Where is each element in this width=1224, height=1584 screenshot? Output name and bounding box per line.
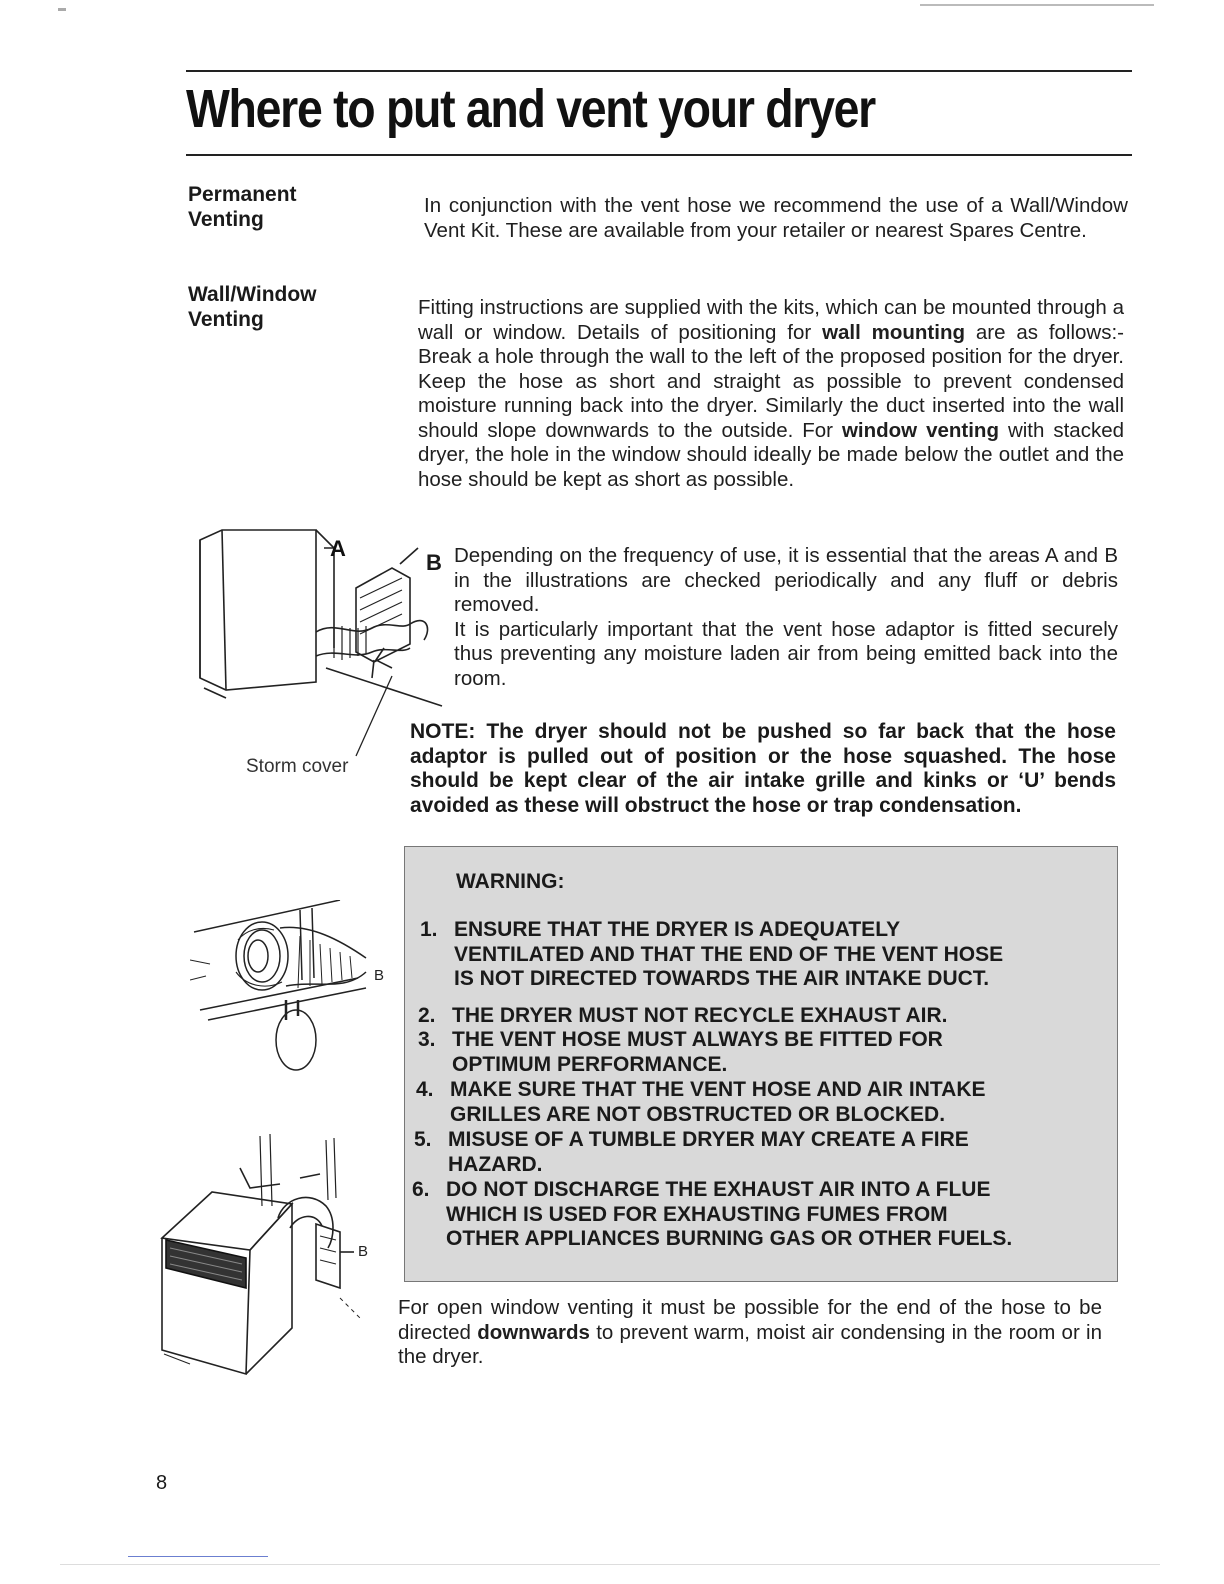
- dryer-hose-illustration: [196, 528, 446, 760]
- storm-cover-caption: Storm cover: [246, 756, 349, 777]
- warning-item-line: DO NOT DISCHARGE THE EXHAUST AIR INTO A FLUE: [446, 1178, 991, 1201]
- wall-window-venting-heading: [188, 282, 317, 332]
- open-window-venting-text: [398, 1296, 1102, 1370]
- warning-item-number: 4.: [416, 1078, 434, 1101]
- scan-mark: [58, 8, 66, 11]
- warning-item-number: 1.: [420, 918, 438, 941]
- warning-item: [416, 1078, 1106, 1127]
- warning-item-line: HAZARD.: [448, 1152, 543, 1176]
- text-run: are as follows:- Break a hole through the wall to the left of the proposed position for the dryer. Keep the hose as short and straight as possible to prevent condensed moisture running back into the dryer. Similarly the duct inserted into the wall should slope downwards to the outside. For: [418, 320, 1125, 442]
- permanent-venting-heading: [188, 182, 297, 232]
- warning-item-line: MISUSE OF A TUMBLE DRYER MAY CREATE A FIRE: [448, 1128, 969, 1151]
- warning-item-line: GRILLES ARE NOT OBSTRUCTED OR BLOCKED.: [450, 1102, 946, 1126]
- area-check-text: [454, 544, 1118, 691]
- warning-item-number: 6.: [412, 1178, 430, 1201]
- scan-edge-line: [920, 4, 1154, 6]
- heading-line: Wall/Window: [188, 283, 317, 306]
- warning-item-line: IS NOT DIRECTED TOWARDS THE AIR INTAKE DUCT.: [454, 967, 990, 990]
- warning-item-line: THE VENT HOSE MUST ALWAYS BE FITTED FOR: [452, 1028, 943, 1051]
- window-venting-illustration: [150, 1128, 380, 1390]
- page-number: 8: [156, 1472, 168, 1494]
- area-b-label-2: B: [374, 967, 385, 984]
- warning-item-line: ENSURE THAT THE DRYER IS ADEQUATELY: [454, 918, 901, 941]
- warning-item-number: 2.: [418, 1004, 436, 1027]
- wall-window-venting-text: [418, 296, 1124, 492]
- warning-item-line: OTHER APPLIANCES BURNING GAS OR OTHER FUELS.: [446, 1227, 1013, 1250]
- check-paragraph: It is particularly important that the vent hose adaptor is fitted securely thus preventing any moisture laden air from being emitted back into the room.: [454, 617, 1118, 690]
- permanent-venting-text: In conjunction with the vent hose we recommend the use of a Wall/Window Vent Kit. These are available from your retailer or nearest Spares Centre.: [424, 194, 1128, 242]
- bold-term: window venting: [841, 418, 999, 442]
- title-bottom-rule: [186, 154, 1132, 156]
- scan-bottom-line: [60, 1564, 1160, 1565]
- area-b-label-3: B: [358, 1243, 369, 1260]
- scan-bottom-mark: [128, 1556, 268, 1557]
- warning-item: [418, 1004, 1108, 1029]
- area-a-label: A: [330, 536, 346, 561]
- heading-line: Venting: [188, 208, 264, 231]
- text-run: Fitting instructions are supplied with the kits, which can be mounted through a wall or window. Details of positioning for: [418, 296, 1124, 344]
- warning-item: [414, 1128, 1104, 1177]
- note-text: NOTE: The dryer should not be pushed so far back that the hose adaptor is pulled out of position or the hose squashed. The hose should be kept clear of the air intake grille and kinks or ‘U’ bends avoided as these will obstruct the hose or trap condensation.: [410, 720, 1116, 817]
- text-run: to prevent warm, moist air condensing in the room or in the dryer.: [398, 1320, 1102, 1368]
- bold-term: wall mounting: [822, 320, 966, 344]
- title-top-rule: [186, 70, 1132, 72]
- warning-item: [412, 1178, 1102, 1252]
- warning-item-number: 5.: [414, 1128, 432, 1151]
- heading-line: Venting: [188, 308, 264, 331]
- warning-item-line: MAKE SURE THAT THE VENT HOSE AND AIR INTAKE: [450, 1078, 986, 1101]
- heading-line: Permanent: [188, 183, 297, 206]
- warning-item: [420, 918, 1110, 992]
- check-paragraph: Depending on the frequency of use, it is essential that the areas A and B in the illustrations are checked periodically and any fluff or debris removed.: [454, 544, 1118, 616]
- text-run: with stacked dryer, the hole in the window should ideally be made below the outlet and the hose should be kept as short as possible.: [418, 418, 1125, 491]
- bold-term: downwards: [477, 1320, 590, 1344]
- page-title: Where to put and vent your dryer: [186, 79, 875, 139]
- warning-item-line: VENTILATED AND THAT THE END OF THE VENT HOSE: [454, 942, 1004, 966]
- warning-item: [418, 1028, 1108, 1077]
- warning-item-number: 3.: [418, 1028, 436, 1051]
- warning-heading: WARNING:: [456, 870, 565, 893]
- warning-item-line: THE DRYER MUST NOT RECYCLE EXHAUST AIR.: [452, 1004, 948, 1027]
- text-run: For open window venting it must be possible for the end of the hose to be directed: [398, 1296, 1102, 1344]
- wall-vent-illustration: [190, 900, 390, 1080]
- warning-item-line: OPTIMUM PERFORMANCE.: [452, 1052, 728, 1076]
- area-b-label: B: [426, 550, 442, 575]
- warning-item-line: WHICH IS USED FOR EXHAUSTING FUMES FROM: [446, 1202, 948, 1226]
